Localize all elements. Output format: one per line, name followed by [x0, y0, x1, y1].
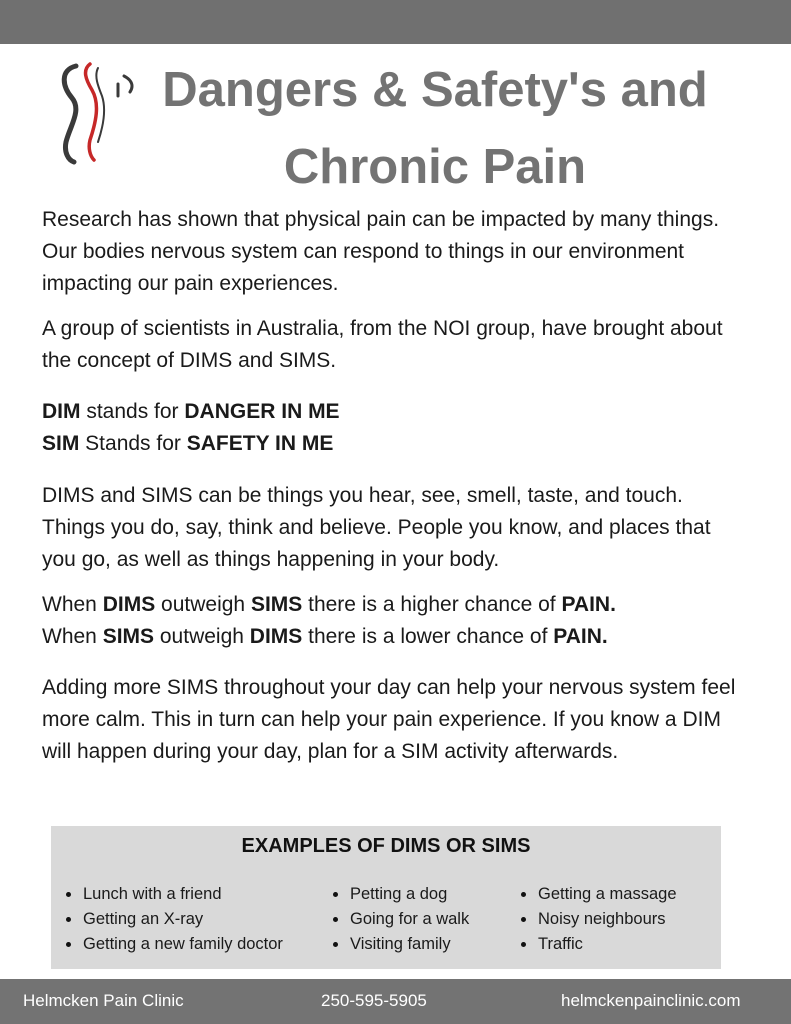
dim-meaning: DANGER IN ME [184, 400, 340, 423]
intro-paragraph-2: A group of scientists in Australia, from the NOI group, have brought about the concept of DIMS and SIMS. [42, 317, 723, 372]
intro-paragraph-1: Research has shown that physical pain can be impacted by many things. Our bodies nervous system can respond to things in our environment impacting our pain experiences. [42, 208, 720, 295]
examples-title: EXAMPLES OF DIMS OR SIMS [241, 835, 531, 857]
page-title [150, 52, 720, 206]
footer-bar [0, 979, 791, 1024]
dim-term: DIM [42, 400, 81, 423]
dim-connector: stands for [80, 400, 185, 423]
list-item: Noisy neighbours [521, 907, 677, 932]
spine-logo-icon [52, 56, 140, 168]
rule-2-bold-c: PAIN. [553, 625, 608, 648]
sim-term: SIM [42, 432, 80, 455]
list-item: Visiting family [333, 932, 469, 957]
sim-connector: Stands for [79, 432, 187, 455]
list-item: Traffic [521, 932, 677, 957]
examples-column-3 [521, 882, 677, 957]
rule-2-text-b: outweigh [154, 625, 250, 648]
rule-2-text-c: there is a lower chance of [302, 625, 554, 648]
list-item: Lunch with a friend [66, 882, 283, 907]
rule-2-text-a: When [42, 625, 103, 648]
sim-meaning: SAFETY IN ME [186, 432, 334, 455]
rule-1-text-a: When [42, 593, 103, 616]
rule-2-bold-a: SIMS [102, 625, 155, 648]
definitions [42, 396, 742, 460]
rule-1-bold-b: SIMS [250, 593, 303, 616]
examples-panel [51, 826, 721, 969]
title-line-1: Dangers & Safety's and [162, 63, 708, 117]
advice-paragraph: Adding more SIMS throughout your day can help your nervous system feel more calm. This in turn can help your pain experience. If you know a DIM will happen during your day, plan for a SIM activity afterwards. [42, 676, 736, 763]
rule-1-text-b: outweigh [155, 593, 251, 616]
explanation-paragraph: DIMS and SIMS can be things you hear, see, smell, taste, and touch. Things you do, say, think and believe. People you know, and places that you go, as well as things happening in your body. [42, 484, 711, 571]
footer-phone: 250-595-5905 [321, 991, 427, 1010]
body-content [42, 204, 742, 768]
top-bar [0, 0, 791, 44]
rule-1-bold-c: PAIN. [561, 593, 616, 616]
rule-2-bold-b: DIMS [249, 625, 303, 648]
footer-clinic-name: Helmcken Pain Clinic [23, 991, 184, 1010]
list-item: Getting a massage [521, 882, 677, 907]
list-item: Going for a walk [333, 907, 469, 932]
examples-column-2 [333, 882, 469, 957]
footer-website: helmckenpainclinic.com [561, 991, 741, 1010]
list-item: Getting a new family doctor [66, 932, 283, 957]
examples-column-1 [66, 882, 283, 957]
list-item: Getting an X-ray [66, 907, 283, 932]
title-line-2: Chronic Pain [283, 140, 587, 194]
rule-1-text-c: there is a higher chance of [302, 593, 562, 616]
rule-1-bold-a: DIMS [102, 593, 156, 616]
rules [42, 589, 742, 653]
list-item: Petting a dog [333, 882, 469, 907]
